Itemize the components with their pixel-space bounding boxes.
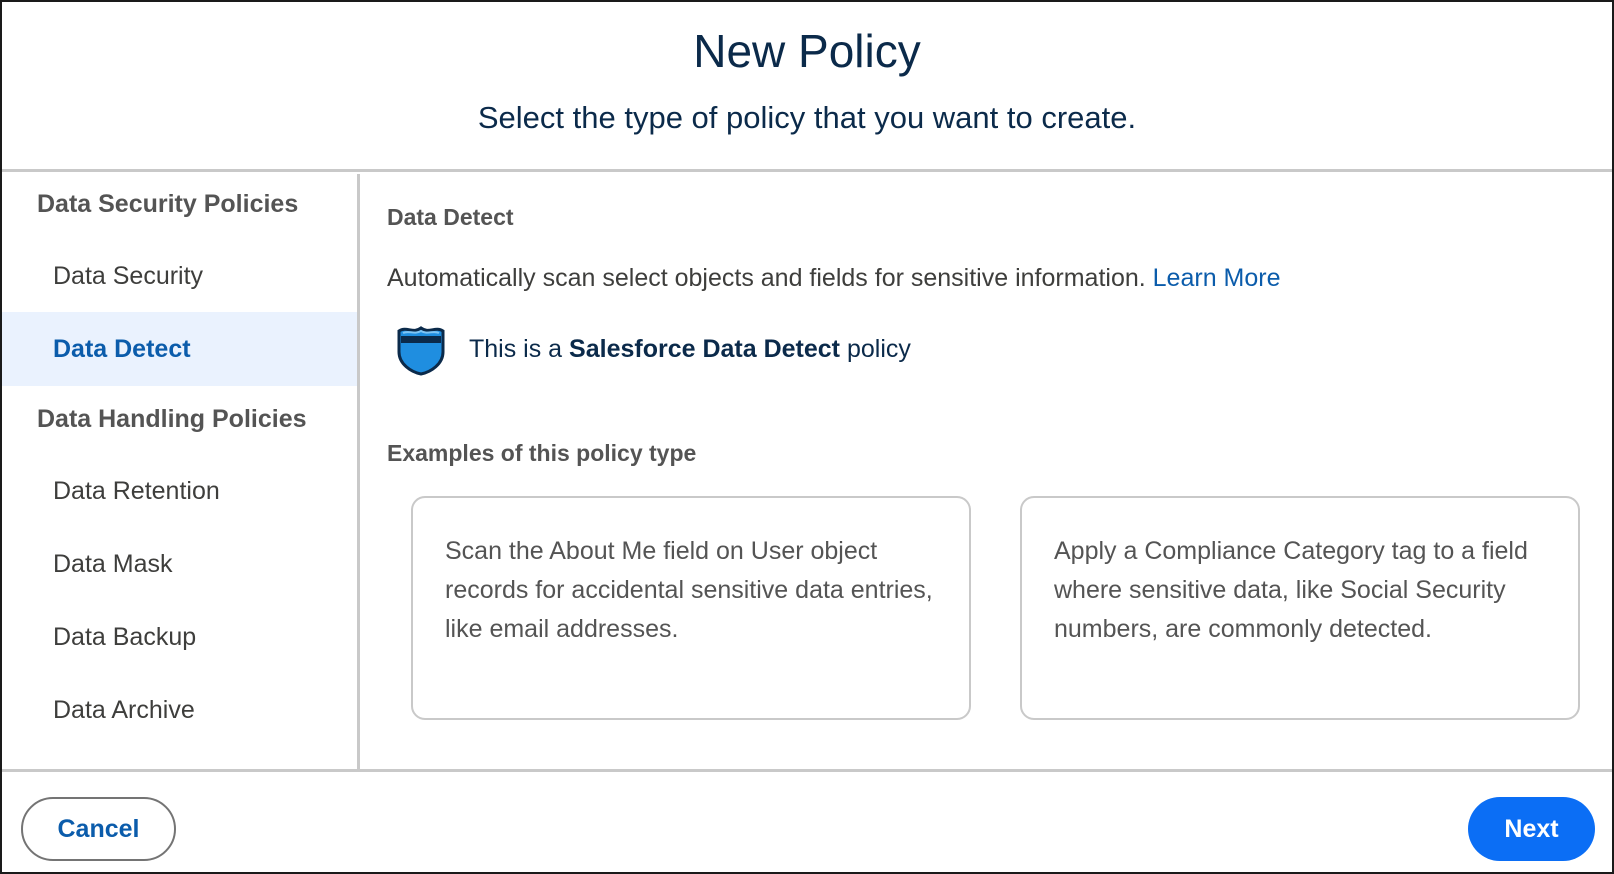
example-card: Apply a Compliance Category tag to a field where sensitive data, like Social Security numbers, are commonly detected. [1020, 496, 1580, 720]
dialog-subtitle: Select the type of policy that you want to create. [477, 100, 1137, 135]
sidebar-item-data-security[interactable]: Data Security [53, 262, 204, 290]
group-heading-data-handling-policies: Data Handling Policies [37, 405, 307, 433]
sidebar-item-data-retention[interactable]: Data Retention [53, 477, 220, 505]
section-title: Data Detect [387, 204, 514, 230]
policy-name: Salesforce Data Detect [569, 334, 841, 363]
dialog-footer [2, 769, 1612, 874]
description-text: Automatically scan select objects and fields for sensitive information. [387, 264, 1146, 292]
sidebar-item-data-detect[interactable]: Data Detect [2, 312, 357, 386]
policy-type-sidebar [2, 174, 360, 769]
policy-identity [395, 322, 911, 376]
sidebar-item-data-backup[interactable]: Data Backup [53, 623, 197, 651]
sidebar-item-data-archive[interactable]: Data Archive [53, 696, 195, 724]
dialog-header [2, 2, 1612, 172]
learn-more-link[interactable]: Learn More [1152, 264, 1281, 292]
sidebar-item-data-mask[interactable]: Data Mask [53, 550, 173, 578]
shield-icon [395, 322, 447, 376]
policy-details-panel [360, 174, 1612, 769]
examples-title: Examples of this policy type [387, 440, 697, 466]
policy-suffix: policy [846, 334, 911, 363]
group-heading-data-security-policies: Data Security Policies [37, 190, 299, 218]
example-card: Scan the About Me field on User object records for accidental sensitive data entries, like email addresses. [411, 496, 971, 720]
policy-type-text [469, 335, 911, 364]
policy-description [387, 264, 1281, 293]
dialog-title: New Policy [693, 25, 921, 77]
next-button[interactable]: Next [1468, 797, 1595, 861]
policy-prefix: This is a [469, 334, 563, 363]
cancel-button[interactable]: Cancel [21, 797, 176, 861]
